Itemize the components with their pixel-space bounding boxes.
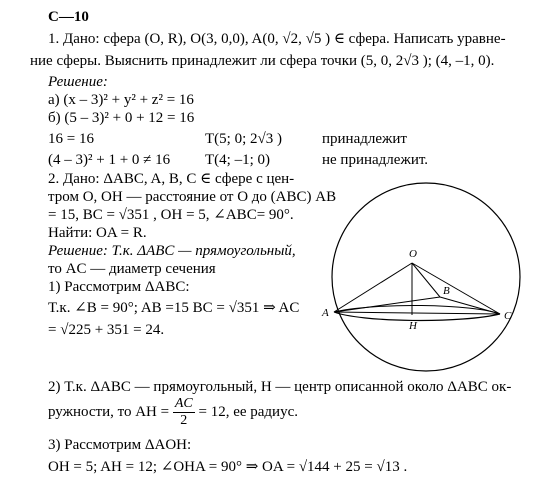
problem2-solution-2: то AC — диаметр сечения: [48, 261, 216, 277]
problem1-eq1: 16 = 16: [48, 131, 94, 147]
segment-ab: [334, 297, 440, 312]
fraction-denominator: 2: [180, 413, 188, 428]
label-h: H: [409, 320, 417, 332]
segment-bc: [440, 297, 500, 314]
problem2-find: Найти: OA = R.: [48, 225, 147, 241]
section-heading: С—10: [48, 9, 89, 25]
segment-ac: [334, 312, 500, 314]
problem2-step3a: OH = 5; AH = 12; ∠OHA = 90° ⇒ OA = √144 + 25 = √13 .: [48, 459, 408, 475]
problem1-line2: ние сферы. Выяснить принадлежит ли сфера точки (5, 0, 2√3 ); (4, –1, 0).: [30, 53, 495, 69]
problem2-line1: 2. Дано: ΔABC, A, B, C ∈ сфере с цен-: [48, 171, 295, 187]
step2b-suffix: = 12, ее радиус.: [198, 403, 298, 420]
problem1-point2: T(4; –1; 0): [205, 152, 270, 168]
problem2-step1a: Т.к. ∠B = 90°; AB =15 BC = √351 ⇒ AC: [48, 300, 300, 316]
problem2-step2b: [48, 396, 298, 429]
problem1-not-belongs: не принадлежит.: [322, 152, 429, 168]
problem2-step1: 1) Рассмотрим ΔABC:: [48, 279, 190, 295]
segment-ob: [412, 263, 440, 297]
sphere-outline: [332, 183, 520, 371]
sphere-figure: [320, 172, 550, 372]
label-c: C: [504, 310, 512, 322]
problem1-line1: 1. Дано: сфера (O, R), O(3, 0,0), A(0, √2, √5 ) ∈ сфера. Написать уравне-: [48, 31, 506, 47]
problem2-step2a: 2) Т.к. ΔABC — прямоугольный, H — центр описанной около ΔABC ок-: [48, 379, 512, 395]
problem1-step-a: а) (x – 3)² + y² + z² = 16: [48, 92, 194, 108]
segment-oa: [334, 263, 412, 312]
problem1-step-b: б) (5 – 3)² + 0 + 12 = 16: [48, 110, 195, 126]
label-o: O: [409, 248, 417, 260]
label-b: B: [443, 285, 450, 297]
problem2-solution: Решение: Т.к. ΔABC — прямоугольный,: [48, 243, 296, 259]
label-a: A: [322, 307, 329, 319]
problem2-line3: = 15, BC = √351 , OH = 5, ∠ABC= 90°.: [48, 207, 294, 223]
problem2-line2: тром O, OH — расстояние от O до (ABC) AB: [48, 189, 337, 205]
problem1-point1: T(5; 0; 2√3 ): [205, 131, 282, 147]
problem1-belongs: принадлежит: [322, 131, 407, 147]
step2b-prefix: ружности, то AH =: [48, 403, 170, 420]
solution-label-1: Решение:: [48, 74, 108, 90]
problem1-eq2: (4 – 3)² + 1 + 0 ≠ 16: [48, 152, 171, 168]
problem2-step1b: = √225 + 351 = 24.: [48, 322, 165, 338]
problem2-step3: 3) Рассмотрим ΔAOH:: [48, 437, 192, 453]
ac-over-2-fraction: [173, 396, 195, 429]
fraction-numerator: AC: [174, 396, 193, 411]
